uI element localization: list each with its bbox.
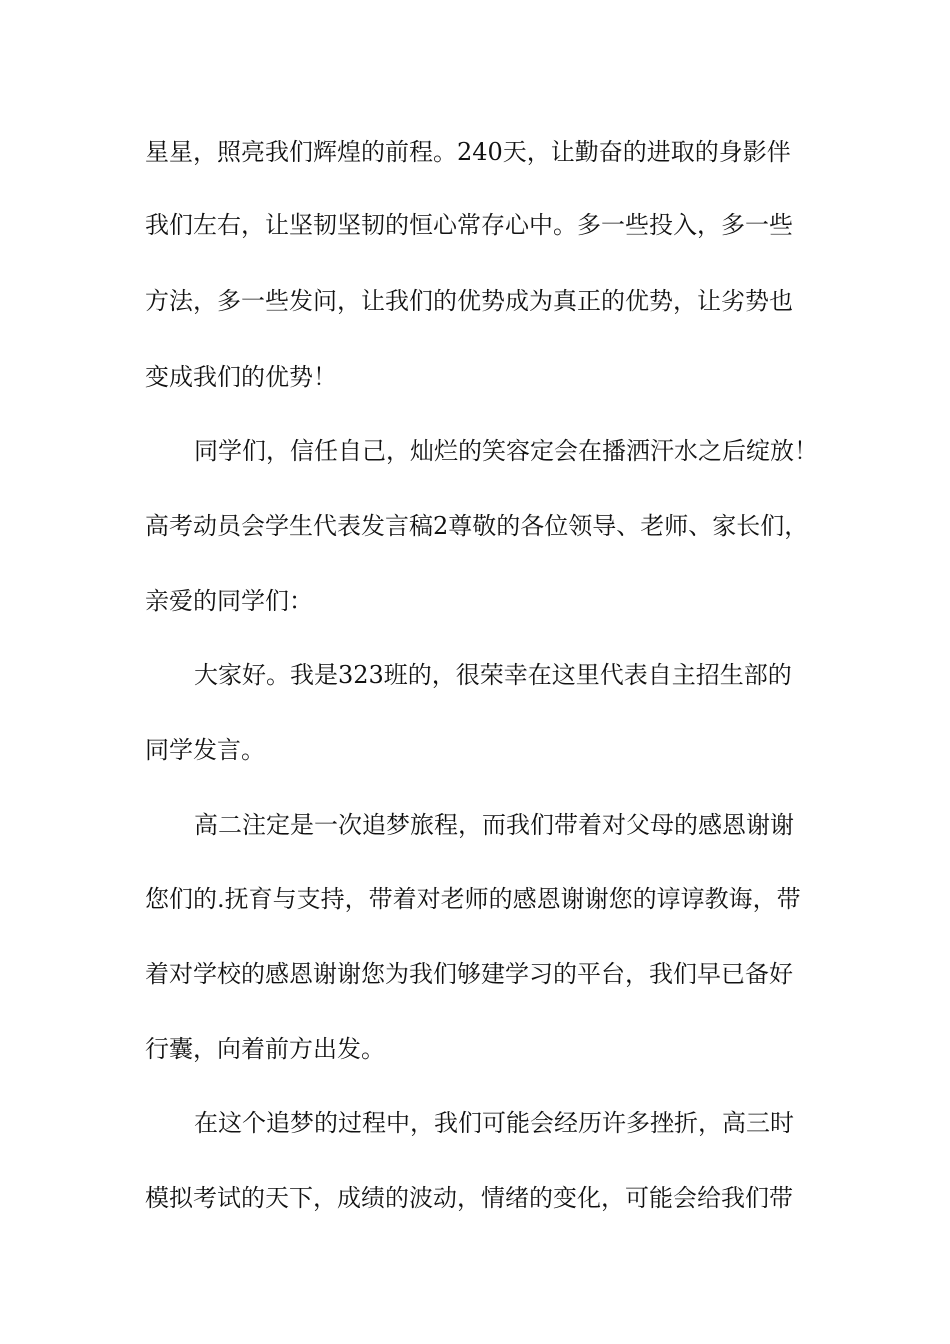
text-line: 模拟考试的天下，成绩的波动，情绪的变化，可能会给我们带: [145, 1184, 793, 1212]
paragraph-first-line: 同学们，信任自己，灿烂的笑容定会在播洒汗水之后绽放！: [194, 437, 818, 465]
text-line: 高考动员会学生代表发言稿2尊敬的各位领导、老师、家长们，: [145, 512, 809, 540]
text-line: 我们左右，让坚韧坚韧的恒心常存心中。多一些投入，多一些: [145, 211, 793, 239]
text-line: 方法，多一些发问，让我们的优势成为真正的优势，让劣势也: [145, 287, 793, 315]
text-line: 着对学校的感恩谢谢您为我们够建学习的平台，我们早已备好: [145, 960, 793, 988]
text-line: 您们的.抚育与支持，带着对老师的感恩谢谢您的谆谆教诲，带: [145, 885, 801, 913]
paragraph-first-line: 高二注定是一次追梦旅程，而我们带着对父母的感恩谢谢: [194, 811, 794, 839]
text-line: 行囊，向着前方出发。: [145, 1035, 385, 1063]
paragraph-first-line: 在这个追梦的过程中，我们可能会经历许多挫折，高三时: [194, 1109, 794, 1137]
text-line: 亲爱的同学们：: [145, 587, 313, 615]
text-line: 变成我们的优势！: [145, 363, 337, 391]
paragraph-first-line: 大家好。我是323班的，很荣幸在这里代表自主招生部的: [194, 661, 792, 689]
text-line: 同学发言。: [145, 736, 265, 764]
text-line: 星星，照亮我们辉煌的前程。240天，让勤奋的进取的身影伴: [145, 138, 791, 166]
